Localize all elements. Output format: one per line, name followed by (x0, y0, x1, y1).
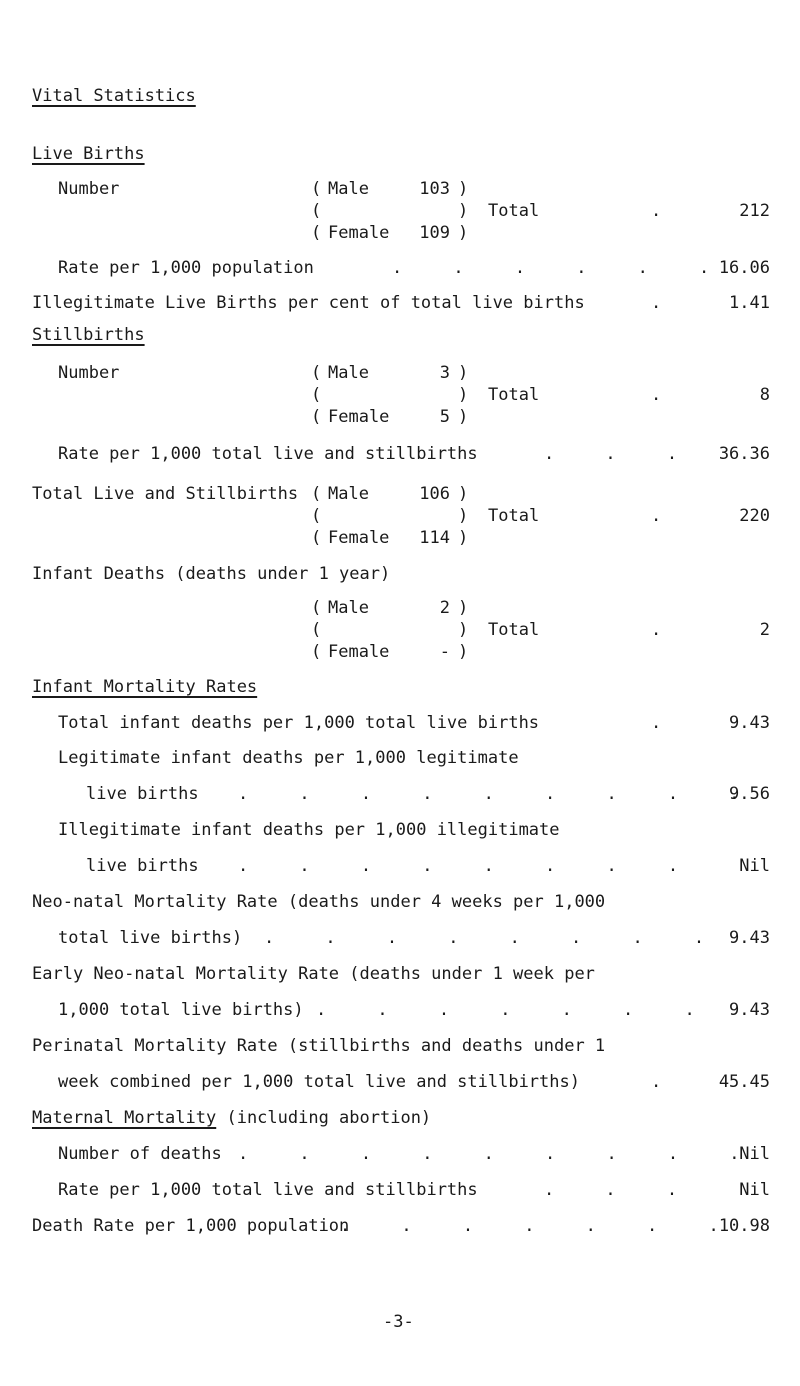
close-paren: ) (458, 385, 469, 405)
maternal-rate-value: Nil (739, 1180, 770, 1200)
leader-dot: . (651, 506, 662, 526)
close-paren: ) (458, 484, 469, 504)
open-paren: ( (311, 598, 322, 618)
open-paren: ( (311, 642, 322, 662)
live-birth-rate-value: 16.06 (718, 258, 770, 278)
close-paren: ) (458, 363, 469, 383)
leader-dots: . . . (544, 1180, 678, 1200)
total-live-still-total-label: Total (488, 506, 540, 526)
open-paren: ( (311, 223, 322, 243)
infant-deaths-total-label: Total (488, 620, 540, 640)
neonatal-label-line1: Neo-natal Mortality Rate (deaths under 4 weeks per 1,000 (32, 892, 606, 912)
leader-dots: . . . . . . . (340, 1216, 719, 1236)
total-live-still-male-label: Male (328, 484, 369, 504)
live-births-number-label: Number (58, 179, 120, 199)
stillbirths-male-value: 3 (439, 363, 450, 383)
open-paren: ( (311, 620, 322, 640)
stillbirths-female-label: Female (328, 407, 390, 427)
live-births-total-value: 212 (739, 201, 770, 221)
open-paren: ( (311, 385, 322, 405)
live-births-total-label: Total (488, 201, 540, 221)
neonatal-value: 9.43 (729, 928, 770, 948)
leader-dots: . . . . . . (392, 258, 710, 278)
live-births-male-value: 103 (419, 179, 450, 199)
close-paren: ) (458, 223, 469, 243)
leader-dots: . . . . . . . (316, 1000, 695, 1020)
leader-dots: . . . . . . . . (264, 928, 705, 948)
maternal-heading-line (32, 1110, 431, 1127)
live-births-female-value: 109 (419, 223, 450, 243)
illegit-infant-value: Nil (739, 856, 770, 876)
close-paren: ) (458, 506, 469, 526)
total-live-still-label: Total Live and Stillbirths (32, 484, 299, 504)
legit-infant-label-line2: live births (86, 784, 199, 804)
stillbirths-male-label: Male (328, 363, 369, 383)
stillbirths-number-label: Number (58, 363, 120, 383)
illegit-infant-label-line2: live births (86, 856, 199, 876)
leader-dot: . (651, 620, 662, 640)
live-births-heading: Live Births (32, 144, 145, 164)
stillbirths-heading: Stillbirths (32, 325, 145, 345)
close-paren: ) (458, 201, 469, 221)
total-live-still-female-value: 114 (419, 528, 450, 548)
early-neonatal-label-line1: Early Neo-natal Mortality Rate (deaths under 1 week per (32, 964, 595, 984)
infant-total-rate-value: 9.43 (729, 713, 770, 733)
leader-dots: . . . . . . . . . (238, 1144, 740, 1164)
maternal-deaths-label: Number of deaths (58, 1144, 222, 1164)
leader-dot: . (651, 293, 662, 313)
leader-dots: . . . (544, 444, 678, 464)
maternal-heading-suffix: (including abortion) (216, 1108, 432, 1128)
infant-deaths-male-value: 2 (439, 598, 450, 618)
live-births-male-label: Male (328, 179, 369, 199)
total-live-still-female-label: Female (328, 528, 390, 548)
infant-deaths-female-label: Female (328, 642, 390, 662)
stillbirths-total-value: 8 (759, 385, 770, 405)
death-rate-label: Death Rate per 1,000 population (32, 1216, 350, 1236)
death-rate-value: 10.98 (718, 1216, 770, 1236)
perinatal-value: 45.45 (718, 1072, 770, 1092)
stillbirth-rate-value: 36.36 (718, 444, 770, 464)
open-paren: ( (311, 179, 322, 199)
stillbirths-female-value: 5 (439, 407, 450, 427)
perinatal-label-line1: Perinatal Mortality Rate (stillbirths and deaths under 1 (32, 1036, 606, 1056)
live-births-female-label: Female (328, 223, 390, 243)
early-neonatal-label-line2: 1,000 total live births) (58, 1000, 304, 1020)
close-paren: ) (458, 642, 469, 662)
close-paren: ) (458, 620, 469, 640)
leader-dot: . (651, 1072, 662, 1092)
total-live-still-total-value: 220 (739, 506, 770, 526)
total-live-still-male-value: 106 (419, 484, 450, 504)
open-paren: ( (311, 528, 322, 548)
neonatal-label-line2: total live births) (58, 928, 243, 948)
maternal-heading: Maternal Mortality (32, 1108, 217, 1128)
open-paren: ( (311, 407, 322, 427)
illegit-births-label: Illegitimate Live Births per cent of total live births (32, 293, 585, 313)
perinatal-label-line2: week combined per 1,000 total live and stillbirths) (58, 1072, 580, 1092)
infant-total-rate-label: Total infant deaths per 1,000 total live births (58, 713, 540, 733)
leader-dots: . . . . . . . . (238, 856, 679, 876)
leader-dot: . (651, 713, 662, 733)
legit-infant-value: 9.56 (729, 784, 770, 804)
page-title: Vital Statistics (32, 86, 196, 106)
early-neonatal-value: 9.43 (729, 1000, 770, 1020)
legit-infant-label-line1: Legitimate infant deaths per 1,000 legitimate (58, 748, 519, 768)
open-paren: ( (311, 484, 322, 504)
leader-dot: . (651, 385, 662, 405)
infant-mortality-heading: Infant Mortality Rates (32, 677, 258, 697)
open-paren: ( (311, 363, 322, 383)
close-paren: ) (458, 407, 469, 427)
illegit-births-value: 1.41 (729, 293, 770, 313)
infant-deaths-female-value: - (439, 642, 450, 662)
leader-dots: . . . . . . . . . (238, 784, 740, 804)
leader-dot: . (651, 201, 662, 221)
infant-deaths-total-value: 2 (759, 620, 770, 640)
infant-deaths-label: Infant Deaths (deaths under 1 year) (32, 564, 391, 584)
maternal-deaths-value: Nil (739, 1144, 770, 1164)
maternal-rate-label: Rate per 1,000 total live and stillbirths (58, 1180, 478, 1200)
close-paren: ) (458, 528, 469, 548)
live-birth-rate-label: Rate per 1,000 population (58, 258, 314, 278)
stillbirths-total-label: Total (488, 385, 540, 405)
page-number: -3- (383, 1312, 414, 1332)
illegit-infant-label-line1: Illegitimate infant deaths per 1,000 illegitimate (58, 820, 560, 840)
infant-deaths-male-label: Male (328, 598, 369, 618)
open-paren: ( (311, 201, 322, 221)
close-paren: ) (458, 179, 469, 199)
open-paren: ( (311, 506, 322, 526)
close-paren: ) (458, 598, 469, 618)
stillbirth-rate-label: Rate per 1,000 total live and stillbirths (58, 444, 478, 464)
